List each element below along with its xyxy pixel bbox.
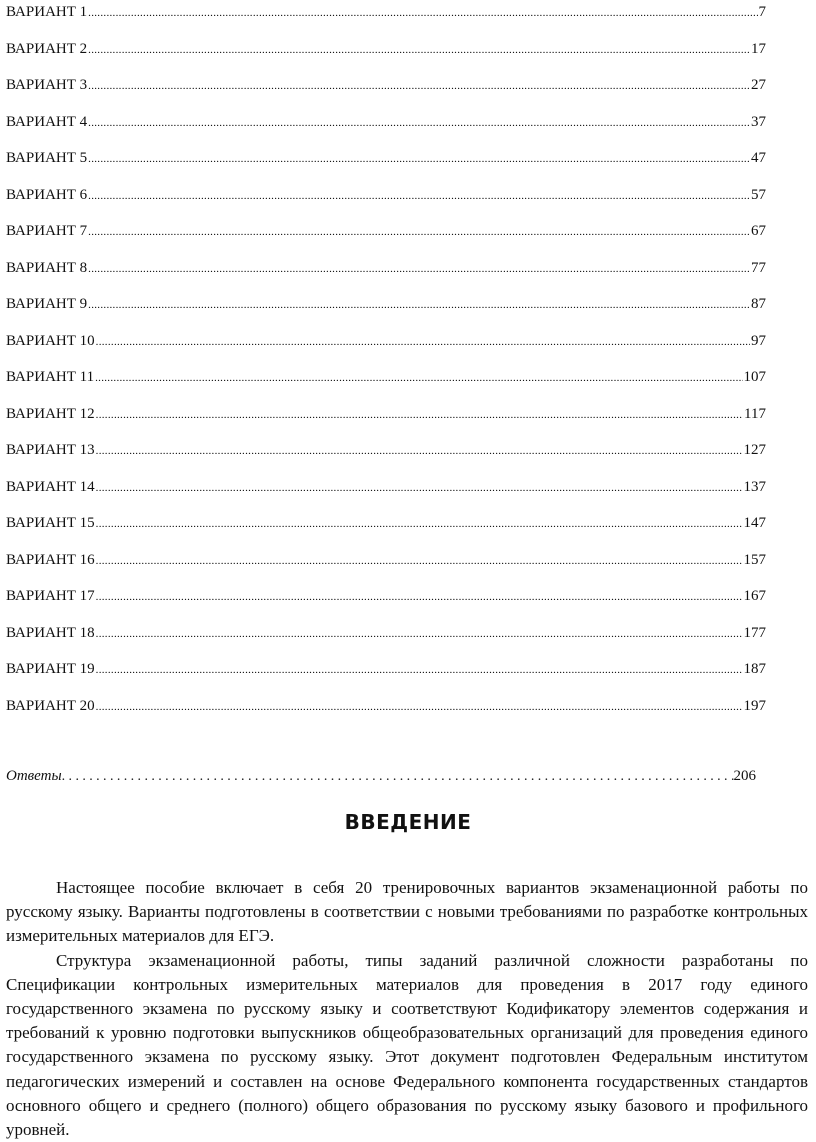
toc-entry-page: 187	[743, 661, 766, 677]
toc-entry-page: 47	[751, 150, 766, 166]
dot-leader	[96, 439, 743, 463]
toc-entry-label: ВАРИАНТ 19	[6, 661, 95, 677]
dot-leader	[88, 1, 757, 25]
toc-entry-page: 27	[751, 77, 766, 93]
toc-entry-page: 17	[751, 40, 766, 57]
toc-entry[interactable]	[6, 110, 766, 147]
toc-entry-label: ВАРИАНТ 13	[6, 442, 95, 458]
dot-leader	[96, 330, 750, 354]
dot-leader	[88, 111, 750, 135]
dot-leader	[88, 220, 750, 244]
toc-entry-page: 177	[743, 624, 766, 641]
toc-entry-label: ВАРИАНТ 17	[6, 588, 95, 604]
toc-entry-label: ВАРИАНТ 11	[6, 369, 95, 385]
toc-entry-label: ВАРИАНТ 1	[6, 4, 88, 20]
dot-leader	[96, 512, 743, 536]
toc-entry[interactable]	[6, 256, 766, 293]
dot-leader	[96, 549, 743, 573]
dot-leader	[88, 74, 750, 98]
intro-body	[6, 876, 808, 1142]
intro-paragraph: Структура экзаменационной работы, типы заданий различной сложности разработаны по Спецификации контрольных измерительных материалов для проведения в 2017 году единого государственного экзамена по русскому языку и соответствуют Кодификатору элементов содержания и требований к уровню подготовки выпускников общеобразовательных организаций для проведения единого государственного экзамена по русскому языку. Этот документ подготовлен Федеральным институтом педагогических измерений и составлен на основе Федерального компонента государственных стандартов основного общего и среднего (полного) общего образования по русскому языку базового и профильного уровней.	[6, 950, 808, 1140]
toc-answers-label: Ответы	[6, 768, 62, 784]
dot-leader	[88, 147, 750, 171]
toc-entry-page: 117	[744, 405, 766, 422]
toc-entry-label: ВАРИАНТ 2	[6, 40, 88, 57]
toc-entry-page: 77	[751, 259, 766, 276]
toc-entry[interactable]	[6, 365, 766, 402]
toc-entry-label: ВАРИАНТ 6	[6, 186, 88, 203]
toc-entry[interactable]	[6, 183, 766, 220]
toc-answers-page: 206	[733, 768, 756, 784]
dot-leader	[96, 585, 743, 609]
dot-leader	[88, 38, 750, 62]
toc-entry-page: 147	[743, 515, 766, 531]
toc-entry-label: ВАРИАНТ 5	[6, 150, 88, 166]
dot-leader	[96, 695, 743, 719]
toc-entry[interactable]	[6, 219, 766, 256]
toc-entry-page: 37	[751, 113, 766, 130]
section-heading: ВВЕДЕНИЕ	[344, 810, 472, 834]
dot-leader	[96, 403, 743, 427]
toc-entry[interactable]	[6, 621, 766, 658]
toc-entry-page: 157	[743, 551, 766, 568]
toc-entry[interactable]	[6, 438, 766, 475]
toc-entry-label: ВАРИАНТ 3	[6, 77, 88, 93]
toc-entry[interactable]	[6, 146, 766, 183]
toc-entry-page: 87	[751, 296, 766, 312]
toc-entry-label: ВАРИАНТ 20	[6, 697, 95, 714]
toc-entry-label: ВАРИАНТ 7	[6, 223, 88, 239]
toc-entry-label: ВАРИАНТ 18	[6, 624, 95, 641]
toc-entry[interactable]	[6, 292, 766, 329]
toc-entry-label: ВАРИАНТ 16	[6, 551, 95, 568]
toc-entry-page: 7	[758, 4, 766, 20]
dot-leader	[62, 769, 734, 785]
toc-entry[interactable]	[6, 584, 766, 621]
toc-entry[interactable]	[6, 329, 766, 366]
toc-entry-page: 137	[743, 478, 766, 495]
toc-entry-page: 67	[751, 223, 766, 239]
toc-entry-page: 127	[743, 442, 766, 458]
toc-entry[interactable]	[6, 0, 766, 37]
dot-leader	[88, 184, 750, 208]
toc-entry-label: ВАРИАНТ 8	[6, 259, 88, 276]
dot-leader	[95, 366, 742, 390]
toc-entry-answers[interactable]	[6, 768, 756, 785]
dot-leader	[96, 622, 743, 646]
toc-entry[interactable]	[6, 73, 766, 110]
toc-entry-page: 57	[751, 186, 766, 203]
toc-entry-page: 107	[743, 369, 766, 385]
toc-entry-label: ВАРИАНТ 15	[6, 515, 95, 531]
dot-leader	[88, 257, 750, 281]
toc-entry[interactable]	[6, 511, 766, 548]
intro-paragraph: Настоящее пособие включает в себя 20 тренировочных вариантов экзаменационной работы по русскому языку. Варианты подготовлены в соответствии с новыми требованиями по разработке контрольных измерительных материалов для ЕГЭ.	[6, 878, 808, 946]
toc-entry-label: ВАРИАНТ 12	[6, 405, 95, 422]
toc-entry-page: 167	[743, 588, 766, 604]
dot-leader	[96, 658, 743, 682]
toc-entry[interactable]	[6, 37, 766, 74]
table-of-contents	[6, 0, 766, 730]
dot-leader	[96, 476, 743, 500]
toc-entry-label: ВАРИАНТ 10	[6, 332, 95, 349]
toc-entry-label: ВАРИАНТ 9	[6, 296, 88, 312]
toc-entry[interactable]	[6, 548, 766, 585]
toc-entry[interactable]	[6, 402, 766, 439]
toc-entry-label: ВАРИАНТ 14	[6, 478, 95, 495]
toc-entry[interactable]	[6, 694, 766, 731]
toc-entry[interactable]	[6, 475, 766, 512]
toc-entry-page: 97	[751, 332, 766, 349]
toc-entry[interactable]	[6, 657, 766, 694]
toc-entry-label: ВАРИАНТ 4	[6, 113, 88, 130]
toc-entry-page: 197	[743, 697, 766, 714]
dot-leader	[88, 293, 750, 317]
